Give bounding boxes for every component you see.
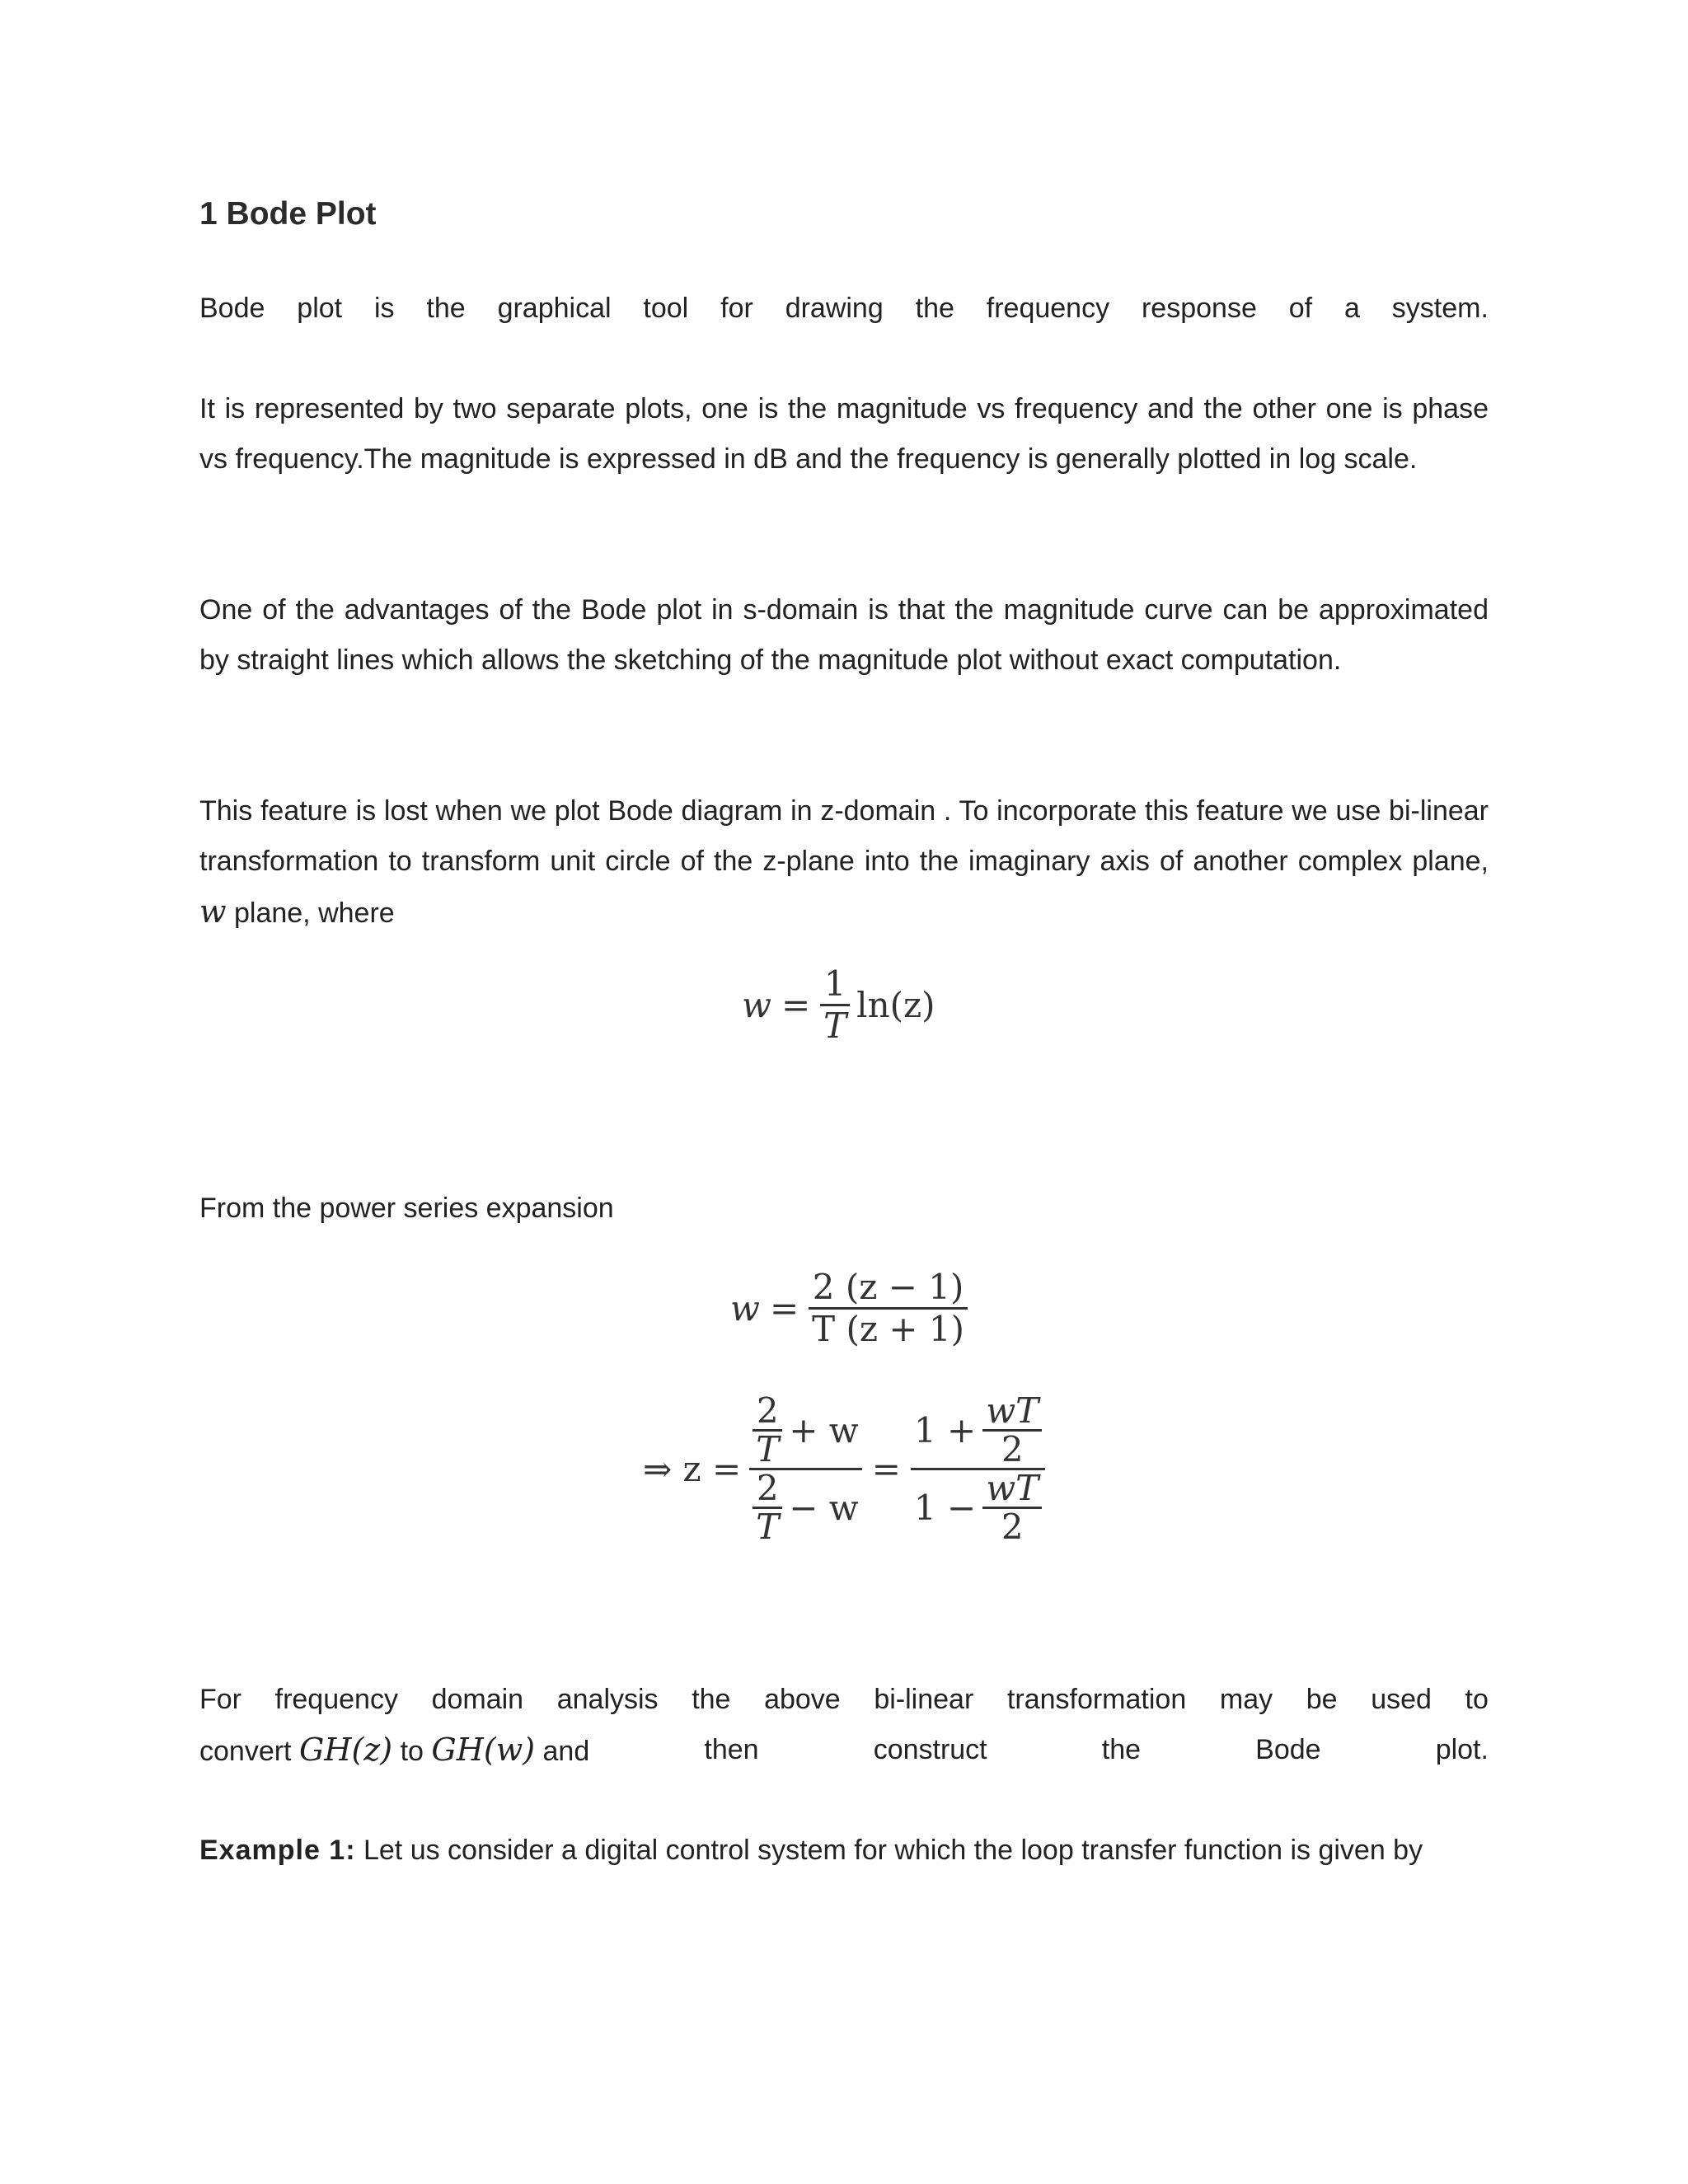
word: above — [764, 1684, 841, 1715]
eq1-numerator: 1 — [823, 963, 846, 1004]
eq3-right-denominator — [911, 1470, 1045, 1545]
eq1-denominator: T — [823, 1005, 847, 1046]
eq3-two-den-bottom: 2 — [1001, 1507, 1024, 1547]
eq3-left-denominator — [749, 1470, 862, 1545]
word: then — [704, 1734, 759, 1765]
eq3-wT-top: wT — [986, 1390, 1039, 1431]
p6-and: and — [542, 1736, 590, 1767]
equation-z-of-w — [643, 1390, 1045, 1547]
gh-w-symbol: GH(w) — [431, 1732, 536, 1768]
w-variable: w — [199, 893, 227, 930]
word: system. — [1391, 293, 1489, 324]
word: response — [1141, 293, 1257, 324]
paragraph-analysis-line2 — [199, 1725, 1489, 1775]
word: frequency — [274, 1684, 398, 1715]
eq3-two-den-top: 2 — [1001, 1429, 1024, 1469]
eq1-ln: ln(z) — [856, 985, 935, 1025]
word: for — [720, 293, 753, 324]
word: domain — [431, 1684, 524, 1715]
eq3-small-fraction-top — [753, 1390, 782, 1469]
eq3-small-fraction-bottom — [753, 1470, 782, 1545]
section-heading: 1 Bode Plot — [199, 196, 377, 232]
eq3-left-fraction — [749, 1390, 862, 1547]
paragraph-bilinear-end: plane, where — [233, 898, 395, 929]
eq3-equals: = — [871, 1449, 901, 1489]
word: frequency — [986, 293, 1110, 324]
equation-w-ln-z — [742, 964, 935, 1046]
word: graphical — [497, 293, 612, 324]
word: the — [692, 1684, 731, 1715]
eq3-one-minus: 1 − — [913, 1487, 977, 1528]
eq3-wT-bottom: wT — [986, 1468, 1039, 1508]
word: be — [1306, 1684, 1338, 1715]
word: For — [199, 1684, 241, 1715]
eq3-wT-fraction-top — [982, 1390, 1042, 1469]
eq2-denominator: T (z + 1) — [812, 1309, 965, 1349]
eq3-plus-w: + w — [789, 1409, 859, 1451]
eq2-lhs: w — [730, 1288, 760, 1329]
gh-z-symbol: GH(z) — [298, 1732, 393, 1768]
paragraph-analysis-line1 — [199, 1675, 1489, 1725]
eq3-T-bottom: T — [756, 1507, 780, 1547]
eq3-right-fraction — [911, 1390, 1045, 1547]
eq2-fraction — [809, 1268, 968, 1349]
word: Bode — [199, 293, 265, 324]
word: the — [915, 293, 954, 324]
example-line — [199, 1825, 1489, 1876]
word: the — [1101, 1734, 1142, 1765]
eq3-right-numerator — [911, 1390, 1045, 1469]
word: construct — [873, 1734, 987, 1765]
p6-convert: convert — [199, 1736, 292, 1767]
example-label: Example 1: — [199, 1835, 356, 1866]
paragraph-bilinear — [199, 786, 1489, 939]
word: of — [1288, 293, 1313, 324]
eq1-equals: = — [781, 985, 811, 1025]
paragraph-intro — [199, 284, 1489, 334]
eq3-two-top: 2 — [756, 1390, 779, 1431]
word: used — [1371, 1684, 1432, 1715]
eq2-numerator: 2 (z − 1) — [812, 1267, 964, 1307]
word: drawing — [785, 293, 884, 324]
eq3-one-plus: 1 + — [913, 1409, 977, 1451]
p6-to: to — [400, 1736, 424, 1767]
word: Bode — [1255, 1734, 1321, 1765]
word: plot — [297, 293, 343, 324]
paragraph-representation: It is represented by two separate plots, one is the magnitude vs frequency and the other one is phase vs frequency.The magnitude is expressed in dB and the frequency is generally plotted in log scale. — [199, 393, 1489, 475]
example-text: Let us consider a digital control system for which the loop transfer function is given by — [363, 1835, 1423, 1866]
eq3-minus-w: − w — [789, 1487, 859, 1528]
word: the — [426, 293, 466, 324]
word: transformation — [1006, 1684, 1187, 1715]
word: is — [373, 293, 395, 324]
eq3-two-bottom: 2 — [756, 1468, 779, 1508]
word: plot. — [1435, 1734, 1489, 1765]
word: a — [1343, 293, 1360, 324]
eq3-implies: ⇒ z = — [643, 1449, 742, 1489]
word: to — [1465, 1684, 1489, 1715]
eq2-equals: = — [769, 1288, 799, 1329]
paragraph-power-series: From the power series expansion — [199, 1193, 614, 1224]
paragraph-bilinear-text: This feature is lost when we plot Bode diagram in z-domain . To incorporate this feature we use bi-linear transformation to transform unit circle of the z-plane into the imaginary axis of another complex plane, — [199, 795, 1489, 877]
eq3-wT-fraction-bottom — [982, 1470, 1042, 1545]
eq1-fraction — [820, 964, 850, 1046]
eq3-left-numerator — [749, 1390, 862, 1469]
word: may — [1219, 1684, 1273, 1715]
eq1-lhs: w — [742, 985, 771, 1025]
equation-w-bilinear — [730, 1268, 968, 1349]
paragraph-advantages: One of the advantages of the Bode plot in s-domain is that the magnitude curve can be approximated by straight lines which allows the sketching of the magnitude plot without exact computation. — [199, 594, 1489, 676]
word: analysis — [556, 1684, 659, 1715]
word: bi-linear — [874, 1684, 974, 1715]
eq3-T-top: T — [756, 1429, 780, 1469]
word: tool — [643, 293, 689, 324]
p6-convert-group — [199, 1725, 589, 1775]
